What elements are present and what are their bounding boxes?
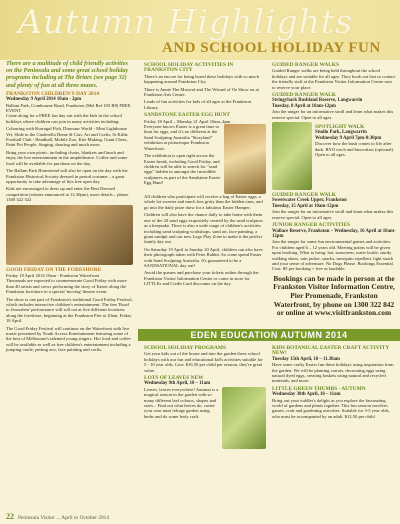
page-number: 22 bbox=[6, 512, 14, 521]
paragraph: Discover how the bush comes to life after dark. BYO torch and binoculars (optional). Open to all ages. bbox=[315, 141, 395, 158]
paragraph: Children will also have the chance daily to take home with them one of the 20 sand eggs exquisitely created by the sand sculptors as a keepsake. There is also a wide range of children's activities including sand sculpting workshops, sand art, face painting, a giant sandpit and our new Lego Play Zone to make it the perfect family day out. bbox=[144, 212, 263, 245]
intro-text: There are a multitude of child friendly activities on the Peninsula and some great school holiday programs including at The Briars (see page 32) and plenty of fun at all three mazes. bbox=[6, 60, 129, 89]
paragraph: All children who participate will receive a bag of Easter eggs, a whole lot sweeter and much less gritty than the hidden ones, and go into the daily prize draw for a fabulous Easter Hamper. bbox=[144, 194, 263, 210]
paragraph: There's an encore for being bored these holidays with so much happening around Frankston City. bbox=[144, 73, 259, 85]
paragraph: The exhibition is open right across the Easter break, including Good Friday, and children will be able to search for "sand eggs" hidden in amongst the incredible sculptures as part of the Sandstone Easter Egg Hunt! bbox=[144, 153, 221, 186]
section-meta: Ballam Park, Cranbourne Road, Frankston (Mel Ref 103 B8) FREE EVENT bbox=[6, 102, 131, 114]
paragraph: Join the ranger for an informative stroll and learn what makes this reserve special. Open to all ages. bbox=[272, 209, 394, 220]
section-subheading: Stringybark Bushland Reserve, Langwarrin bbox=[272, 98, 363, 104]
section-heading: SCHOOL HOLIDAY PROGRAMS bbox=[144, 345, 226, 351]
photo-fairy-ship bbox=[6, 205, 133, 265]
paragraph: On Saturday 19 April to Sunday 20 April, children can also have their photograph taken with Peter Rabbit. So come spend Easter with Sand Sculpting Australia. It's guaranteed to be a SANDSATIONAL day out! bbox=[144, 246, 263, 268]
section-heading: GUIDED RANGER WALK bbox=[272, 92, 336, 99]
eden-column-left bbox=[144, 343, 266, 449]
paragraph: Leaves, leaves everywhere! Autumn is a magical season in the garden with so many different leaf colours, shapes and sizes... Find out what leaves do, create your own mini foliage garden using herbs and do some leafy craft. bbox=[144, 386, 219, 419]
paragraph: Thousands are expected to commemorate Good Friday with more than 40 artists and crews performing the story of Easter along the Frankston foreshore in a special 'moving' theatre event. bbox=[6, 278, 127, 295]
section-heading: KIDS BOTANICAL EASTER CRAFT ACTIVITY NEW! bbox=[272, 345, 390, 357]
section-heading: LITTLE GREEN THUMBS - AUTUMN bbox=[272, 385, 366, 392]
photo-leaves bbox=[222, 387, 266, 449]
section-subheading: Studio Park, Langwarrin bbox=[315, 130, 367, 136]
paragraph: Avoid the queues and purchase your tickets online through the Frankston Visitor Information Centre or come in store for LITTLEs and Credit Card discounts on the day. bbox=[144, 270, 259, 287]
section-meta: Friday 18 April 2014 10am - Frankston Waterfront bbox=[6, 272, 100, 278]
column-right bbox=[272, 60, 396, 318]
section-heading: JUNIOR RANGER ACTIVITIES bbox=[272, 222, 351, 229]
section-subheading: Sweetwater Creek Upper, Frankston bbox=[272, 198, 347, 204]
paragraph: Kids are encouraged to dress up and enter the Best Dressed competition (winner announced at 12.30pm), more details – phone 1300 322 322 bbox=[6, 186, 129, 203]
photo-ranger-walk bbox=[272, 122, 312, 190]
paragraph: Get your kids out of the house and into the garden these school holidays with our fun and educational kid's activities suitable for 5 - 10 year olds. Cost: $16.50 per child per session, they're great value. bbox=[144, 351, 263, 373]
paragraph: The Good Friday Festival will continue on the Waterfront with live music presented by Youth Access Entertainment featuring some of the best of Melbourne's talented young singers. Hot food and coffee will be available as well as free children's entertainment including a jumping castle, petting zoo, face painting and crafts. bbox=[6, 325, 131, 353]
section-subheading: Wednesday 9th April, 10 – 11am bbox=[144, 381, 211, 387]
paragraph: Colouring with Kurragul Fish, Dinosaur World - Mini Lighthouse Vet, Slide in the Cinderella Home & Cart, Art and Crafts, St Kilda Football Club - Handball, Mobile Zoo, Kite Making, Giant Chess, Paint Pot People, Singing, dancing and much more. bbox=[6, 126, 128, 148]
section-heading: SPOTLIGHT WALK bbox=[315, 124, 365, 131]
paragraph: Bring out your toddler's delight as you explore the fascinating world of gardens and plants together. This fun session involves games, craft and gardening activities. Suitable for 3-5 year olds, who must be accompanied by an adult. $12.50 per child bbox=[272, 397, 390, 419]
eden-column-right bbox=[272, 343, 396, 421]
page-title: Autumn Highlights bbox=[18, 2, 354, 41]
column-middle bbox=[144, 60, 266, 289]
section-heading: GUIDED RANGER WALKS bbox=[272, 62, 339, 68]
paragraph: Everyone knows Easter is a great time to hunt for eggs, and it's no different at the Sand Sculpting Australia "Storyland" exhibition at picturesque Frankston Waterfront. bbox=[144, 124, 220, 151]
photo-easter-bunny bbox=[224, 124, 266, 194]
section-subheading: Tuesday, 8 April at 10am-12pm bbox=[272, 103, 336, 109]
paragraph: Bring your own picnic, including chairs, blankets and lunch and enjoy the live entertainment in the amphitheatre. Coffee and some food will be available for purchase on the day. bbox=[6, 149, 128, 166]
paragraph: The show is one part of Frankston's traditional Good Friday Festival, which includes interactive children's entertainment. The free 'Road to Jerusalem' performance will roll out at five different locations along the foreshore, beginning at the Frankston Pier at 10am, Friday 18 April. bbox=[6, 296, 133, 324]
column-left bbox=[6, 60, 133, 355]
paragraph: Have some crafty Easter fun these holidays using inspiration from the garden. We will be planting carrots, decorating eggs using natural dyed eggs, creating baskets using natural and recycled materials, and more. bbox=[272, 362, 394, 384]
section-subheading: Wednesday 9 April 2014 10am - 2pm bbox=[6, 97, 82, 103]
footer-text: Peninsula Visitor ... April to October 2014 bbox=[18, 515, 110, 521]
eden-education-banner: EDEN EDUCATION AUTUMN 2014 bbox=[138, 329, 400, 341]
section-heading: GOOD FRIDAY ON THE FORESHORE bbox=[6, 266, 102, 273]
paragraph: The Ballam Park Homestead will also be open on the day with the Frankston Historical Society dressed in period costume – a great opportunity to take advantage of this free open day. bbox=[6, 168, 128, 184]
page-subtitle: AND SCHOOL HOLIDAY FUN bbox=[162, 40, 381, 56]
section-subheading: Tuesday, 15 April at 10am-12pm bbox=[272, 203, 339, 209]
paragraph: Join the ranger for some fun environmental games and activities. For children aged 6 – 12 years old. Meeting points will be given upon booking. What to bring: hat, sunscreen, water bottle, sturdy walking shoes, rain jacket, snacks, mosquito repellent, light snack and your sense of adventure. No Dogs Please. Bookings Essential. Cost: $5 per booking + free as laudable. bbox=[272, 239, 394, 272]
section-heading: LOTS OF LEAVES NEW bbox=[144, 375, 204, 382]
section-heading: GUIDED RANGER WALK bbox=[272, 192, 336, 199]
section-subheading: Tuesday 15th April, 10 – 11.30am bbox=[272, 356, 340, 362]
paragraph: Guided Ranger walks are being held throughout the school holidays and are suitable for all ages. They book out fast so contact the friendly staff at the Frankston Visitor Information Centre now to reserve your place. bbox=[272, 68, 396, 90]
section-meta: Friday 18 April – Monday 21 April 10am–4pm bbox=[144, 118, 231, 124]
paragraph: There is Annie The Musical and The Wizard of Oz Show on at Frankston Arts Centre. bbox=[144, 86, 259, 98]
page-footer bbox=[6, 512, 109, 521]
section-heading: SCHOOL HOLIDAY ACTIVITIES IN FRANKSTON CITY bbox=[144, 62, 234, 74]
section-subheading: Wednesday 9 April 7pm-8:30pm bbox=[315, 135, 382, 141]
section-subheading: Wednesday 30th April, 10 – 11am bbox=[272, 392, 341, 398]
paragraph: Join the ranger for an informative stroll and learn what makes this reserve special. Open to all ages. bbox=[272, 109, 394, 120]
section-subheading: Wallace Reserve, Frankston – Wednesday, 16 April at 10am-12pm bbox=[272, 228, 396, 239]
section-heading: SANDSTONE EASTER EGG HUNT bbox=[144, 112, 231, 119]
booking-callout: Bookings can be made in person at the Frankston Visitor Information Centre, Pier Promenade, Frankston Waterfront, by phone on 1300 322 842 or online at www.visitfrankston.com bbox=[273, 273, 395, 318]
title-banner bbox=[0, 0, 400, 60]
paragraph: Leads of fun activities for kids of all ages at the Frankston Library. bbox=[144, 99, 252, 110]
section-heading: FRANKSTON CHILDREN'S DAY 2014 bbox=[6, 90, 100, 97]
paragraph: Come along for a FREE fun day out with the kids in the school holidays where children can join in many activities including: bbox=[6, 113, 122, 124]
